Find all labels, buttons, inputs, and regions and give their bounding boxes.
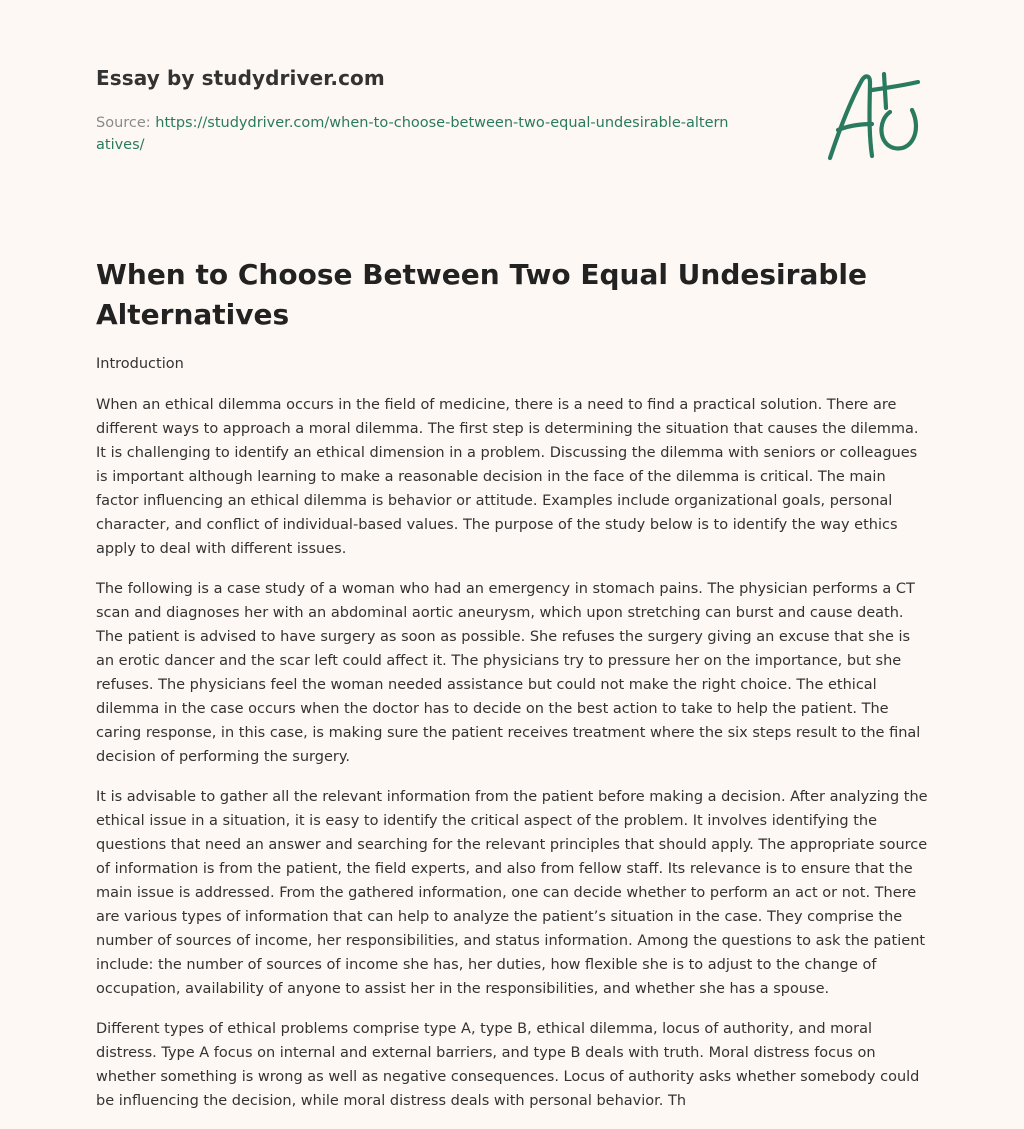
- paragraph: When an ethical dilemma occurs in the field of medicine, there is a need to find a practical solution. There are different ways to approach a moral dilemma. The first step is determining the situation that causes the dilemma. It is challenging to identify an ethical dimension in a problem. Discussing the dilemma with seniors or colleagues is important although learning to make a reasonable decision in the face of the dilemma is critical. The main factor influencing an ethical dilemma is behavior or attitude. Examples include organizational goals, personal character, and conflict of individual-based values. The purpose of the study below is to identify the way ethics apply to deal with different issues.: [96, 397, 919, 557]
- source-label: Source:: [96, 115, 156, 131]
- paragraph: It is advisable to gather all the relevant information from the patient before making a decision. After analyzing the ethical issue in a situation, it is easy to identify the critical aspect of the problem. It involves identifying the questions that need an answer and searching for the relevant principles that should apply. The appropriate source of information is from the patient, the field experts, and also from fellow staff. Its relevance is to ensure that the main issue is addressed. From the gathered information, one can decide whether to perform an act or not. There are various types of information that can help to analyze the patient’s situation in the case. They comprise the number of sources of income, her responsibilities, and status information. Among the questions to ask the patient include: the number of sources of income she has, her duties, how flexible she is to adjust to the change of occupation, availability of anyone to assist her in the responsibilities, and whether she has a spouse.: [96, 789, 928, 997]
- paragraph: The following is a case study of a woman who had an emergency in stomach pains. The physician performs a CT scan and diagnoses her with an abdominal aortic aneurysm, which upon stretching can burst and cause death. The patient is advised to have surgery as soon as possible. She refuses the surgery giving an excuse that she is an erotic dancer and the scar left could affect it. The physicians try to pressure her on the importance, but she refuses. The physicians feel the woman needed assistance but could not make the right choice. The ethical dilemma in the case occurs when the doctor has to decide on the best action to take to help the patient. The caring response, in this case, is making sure the patient receives treatment where the six steps result to the final decision of performing the surgery.: [96, 581, 921, 765]
- site-brand: Essay by studydriver.com: [96, 66, 385, 90]
- essay-body: [96, 393, 928, 1129]
- a-plus-logo-icon: [826, 68, 926, 164]
- paragraph: Different types of ethical problems comprise type A, type B, ethical dilemma, locus of authority, and moral distress. Type A focus on internal and external barriers, and type B deals with truth. Moral distress focus on whether something is wrong as well as negative consequences. Locus of authority asks whether somebody could be influencing the decision, while moral distress deals with personal behavior. Th: [96, 1021, 920, 1109]
- essay-title: When to Choose Between Two Equal Undesirable Alternatives: [96, 258, 867, 331]
- source-line: [96, 112, 736, 156]
- source-link[interactable]: https://studydriver.com/when-to-choose-between-two-equal-undesirable-alternatives/: [96, 115, 729, 153]
- section-heading-introduction: Introduction: [96, 356, 184, 372]
